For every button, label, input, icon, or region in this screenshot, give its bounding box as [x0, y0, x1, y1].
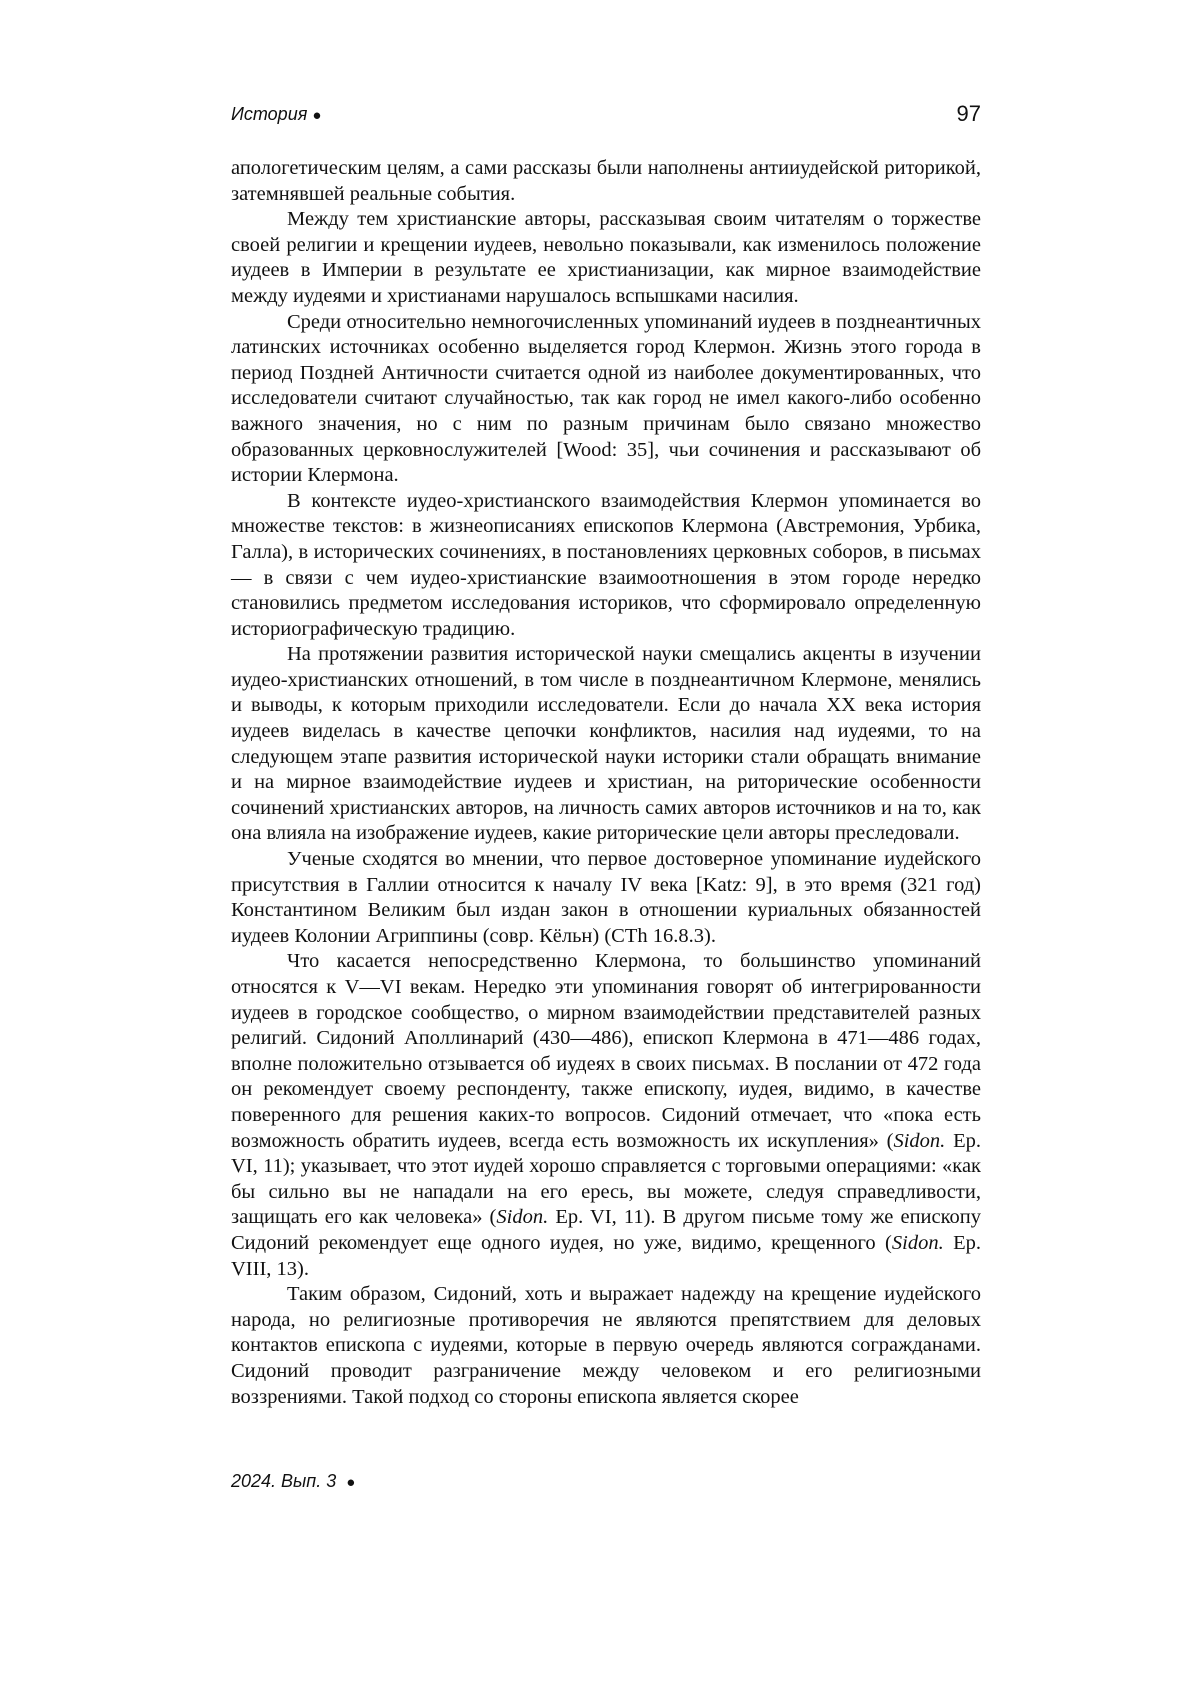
source-abbreviation: Sidon. [893, 1130, 945, 1152]
page-number: 97 [957, 101, 981, 127]
paragraph [231, 489, 981, 643]
text-run: Ep. VI, 11); указывает, что этот иудей хорошо справляется с торговыми операциями: «как бы сильно вы не нападали на его ересь, вы можете, следуя справедливости, защищать его как человека» ( [231, 1130, 981, 1229]
text-run: Среди относительно немногочисленных упоминаний иудеев в позднеантичных латинских источниках особенно выделяется город Клермон. Жизнь этого города в период Поздней Античности считается одной из наиболее документированных, что исследователи считают случайностью, так как город не имел какого-либо особенно важного значения, но с ним по разным причинам было связано множество образованных церковнослужителей [Wood: 35], чьи сочинения и рассказывают об истории Клермона. [231, 311, 981, 487]
article-body [231, 156, 981, 1410]
paragraph [231, 156, 981, 207]
text-run: апологетическим целям, а сами рассказы были наполнены антииудейской риторикой, затемнявшей реальные события. [231, 157, 981, 205]
paragraph [231, 310, 981, 489]
source-abbreviation: Sidon. [496, 1206, 548, 1228]
text-run: Ученые сходятся во мнении, что первое достоверное упоминание иудейского присутствия в Галлии относится к началу IV века [Katz: 9], в это время (321 год) Константином Великим был издан закон в отношении куриальных обязанностей иудеев Колонии Агриппины (совр. Кёльн) (CTh 16.8.3). [231, 848, 981, 947]
source-abbreviation: Sidon. [892, 1232, 944, 1254]
bullet-mark: ● [312, 107, 321, 124]
paragraph [231, 949, 981, 1282]
issue-label: 2024. Вып. 3 [231, 1471, 336, 1491]
text-run: В контексте иудео-христианского взаимодействия Клермон упоминается во множестве текстов: в жизнеописаниях епископов Клермона (Австремония, Урбика, Галла), в исторических сочинениях, в постановлениях церковных соборов, в письмах — в связи с чем иудео-христианские взаимоотношения в этом городе нередко становились предметом исследования историков, что сформировало определенную историографическую традицию. [231, 490, 981, 640]
text-run: Что касается непосредственно Клермона, то большинство упоминаний относятся к V—VI векам. Нередко эти упоминания говорят об интегрированности иудеев в городское сообщество, о мирном взаимодействии представителей разных религий. Сидоний Аполлинарий (430—486), епископ Клермона в 471—486 годах, вполне положительно отзывается об иудеях в своих письмах. В послании от 472 года он рекомендует своему респонденту, также епископу, иудея, видимо, в качестве поверенного для решения каких-то вопросов. Сидоний отмечает, что «пока есть возможность обратить иудеев, всегда есть возможность их искупления» ( [231, 950, 981, 1151]
text-run: Таким образом, Сидоний, хоть и выражает надежду на крещение иудейского народа, но религиозные противоречия не являются препятствием для деловых контактов епископа с иудеями, которые в первую очередь являются согражданами. Сидоний проводит разграничение между человеком и его религиозными воззрениями. Такой подход со стороны епископа является скорее [231, 1283, 981, 1407]
text-run: На протяжении развития исторической науки смещались акценты в изучении иудео-христианских отношений, в том числе в позднеантичном Клермоне, менялись и выводы, к которым приходили исследователи. Если до начала XX века история иудеев виделась в качестве цепочки конфликтов, насилия над иудеями, то на следующем этапе развития исторической науки историки стали обращать внимание и на мирное взаимодействие иудеев и христиан, на риторические особенности сочинений христианских авторов, на личность самих авторов источников и на то, как она влияла на изображение иудеев, какие риторические цели авторы преследовали. [231, 643, 981, 844]
running-head [231, 101, 981, 131]
bullet-mark: ● [346, 1474, 355, 1491]
paragraph [231, 847, 981, 949]
text-run: Между тем христианские авторы, рассказывая своим читателям о торжестве своей религии и крещении иудеев, невольно показывали, как изменилось положение иудеев в Империи в результате ее христианизации, как мирное взаимодействие между иудеями и христианами нарушалось вспышками насилия. [231, 208, 981, 307]
journal-page [0, 0, 1200, 1697]
paragraph [231, 642, 981, 847]
issue-footer [231, 1471, 355, 1492]
paragraph [231, 1282, 981, 1410]
paragraph [231, 207, 981, 309]
text-run: Ep. VI, 11). В другом письме тому же епископу Сидоний рекомендует еще одного иудея, но уже, видимо, крещенного ( [231, 1206, 981, 1254]
section-label: История ● [231, 104, 321, 125]
text-run: Ep. VIII, 13). [231, 1232, 981, 1280]
